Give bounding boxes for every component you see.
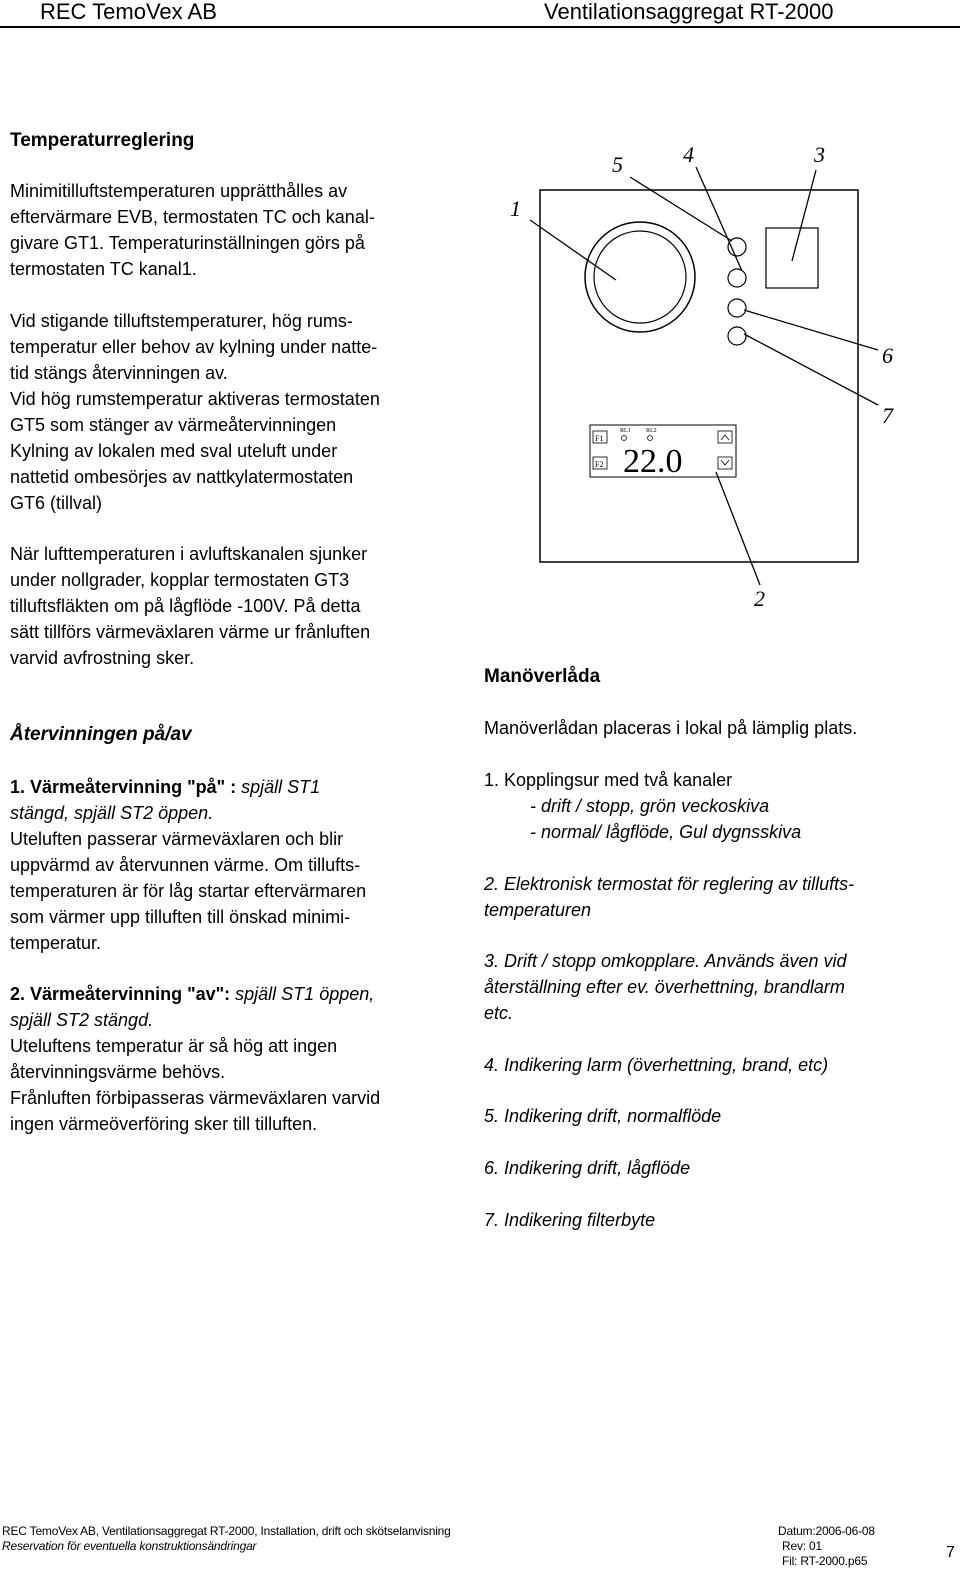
section-heading-atervinning: Återvinningen på/av (10, 724, 192, 745)
paragraph-defrost: När lufttemperaturen i avluftskanalen sjunker under nollgrader, kopplar termostaten GT3 tilluftsfläkten om på lågflöde -100V. På detta sätt tillförs värmeväxlaren värme ur frånluften varvid avfrostning sker. (10, 544, 371, 668)
leader-4 (696, 167, 742, 271)
footer-date: Datum:2006-06-08 (778, 1524, 875, 1538)
f2-label: F2 (595, 460, 604, 469)
right-item-3: 3. Drift / stopp omkopplare. Används även vid återställning efter ev. överhettning, brandlarm etc. (484, 951, 847, 1023)
right-item-4: 4. Indikering larm (överhettning, brand, etc) (484, 1055, 829, 1075)
right-item-1a: - drift / stopp, grön veckoskiva (530, 796, 770, 816)
paragraph-min-temp: Minimitilluftstemperaturen upprätthålles av eftervärmare EVB, termostaten TC och kanal- givare GT1. Temperaturinställningen görs på termostaten TC kanal1. (10, 181, 375, 279)
down-button (718, 457, 732, 469)
item-1-body: Uteluften passerar värmeväxlaren och blir uppvärmd av återvunnen värme. Om tillufts- temperaturen är för låg startar eftervärmaren som värmer upp tilluften till önskad minimi- temperatur. (10, 829, 367, 953)
display-value: 22.0 (623, 443, 683, 480)
leader-2 (716, 472, 760, 585)
footer-file: Fil: RT-2000.p65 (782, 1554, 868, 1568)
footer-document-title: REC TemoVex AB, Ventilationsaggregat RT-2000, Installation, drift och skötselanvisning (2, 1524, 451, 1538)
right-item-2: 2. Elektronisk termostat för reglering av tillufts- temperaturen (484, 874, 855, 920)
header-product: Ventilationsaggregat RT-2000 (544, 0, 834, 24)
lamp-6 (728, 299, 746, 317)
right-item-7: 7. Indikering filterbyte (484, 1210, 656, 1230)
footer-reservation: Reservation för eventuella konstruktionsändringar (2, 1539, 257, 1553)
item-2-body: Uteluftens temperatur är så hög att ingen återvinningsvärme behövs. Frånluften förbipasseras värmeväxlaren varvid ingen värmeöverföring sker till tilluften. (10, 1036, 381, 1134)
paragraph-cooling: Vid stigande tilluftstemperaturer, hög rums- temperatur eller behov av kylning under natte- tid stängs återvinningen av. Vid hög rumstemperatur aktiveras termostaten GT5 som stänger av värmeåtervinningen Kylning av lokalen med sval uteluft under nattetid ombesörjes av nattkylatermostaten GT6 (tillval) (10, 311, 380, 513)
diagram-label-2: 2 (754, 586, 765, 611)
item-1-block (10, 774, 465, 956)
diagram-label-4: 4 (683, 142, 694, 167)
footer-revision: Rev: 01 (782, 1539, 822, 1553)
item-2-title: 2. Värmeåtervinning "av": (10, 984, 231, 1004)
right-item-1: 1. Kopplingsur med två kanaler (484, 770, 733, 790)
item-1-italic: spjäll ST1 (236, 777, 321, 797)
diagram-label-3: 3 (814, 142, 825, 167)
control-box-diagram (490, 120, 910, 620)
diagram-label-1: 1 (510, 196, 521, 221)
right-item-1b: - normal/ lågflöde, Gul dygnsskiva (530, 822, 802, 842)
control-box-outline (540, 190, 858, 562)
timer-dial-outer (585, 222, 695, 332)
switch-3 (766, 228, 818, 288)
item-2-italic-2: spjäll ST2 stängd. (10, 1010, 154, 1030)
right-item-6: 6. Indikering drift, lågflöde (484, 1158, 691, 1178)
page-number: 7 (946, 1544, 955, 1561)
item-1-title: 1. Värmeåtervinning "på" : (10, 777, 237, 797)
chevron-up-icon (721, 435, 729, 440)
item-2-italic: spjäll ST1 öppen, (230, 984, 375, 1004)
diagram-label-6: 6 (882, 343, 893, 368)
section-heading-temperaturreglering: Temperaturreglering (10, 130, 195, 151)
manoverlada-intro: Manöverlådan placeras i lokal på lämplig plats. (484, 718, 858, 738)
chevron-down-icon (721, 460, 729, 465)
item-1-italic-2: stängd, spjäll ST2 öppen. (10, 803, 214, 823)
section-heading-manoverlada: Manöverlåda (484, 666, 601, 687)
header-rule (0, 26, 960, 28)
rl2-label: RL2 (646, 428, 657, 434)
up-button (718, 431, 732, 443)
rl1-led (622, 436, 627, 441)
header-company: REC TemoVex AB (40, 0, 217, 24)
timer-dial-inner (594, 231, 686, 323)
right-item-5: 5. Indikering drift, normalflöde (484, 1106, 722, 1126)
item-2-block (10, 981, 465, 1137)
diagram-label-5: 5 (612, 152, 623, 177)
leader-3 (792, 170, 816, 261)
lamp-7 (728, 327, 746, 345)
diagram-label-7: 7 (882, 403, 893, 428)
f1-label: F1 (595, 434, 604, 443)
lamp-5 (728, 269, 746, 287)
rl1-label: RL1 (620, 428, 631, 434)
rl2-led (648, 436, 653, 441)
